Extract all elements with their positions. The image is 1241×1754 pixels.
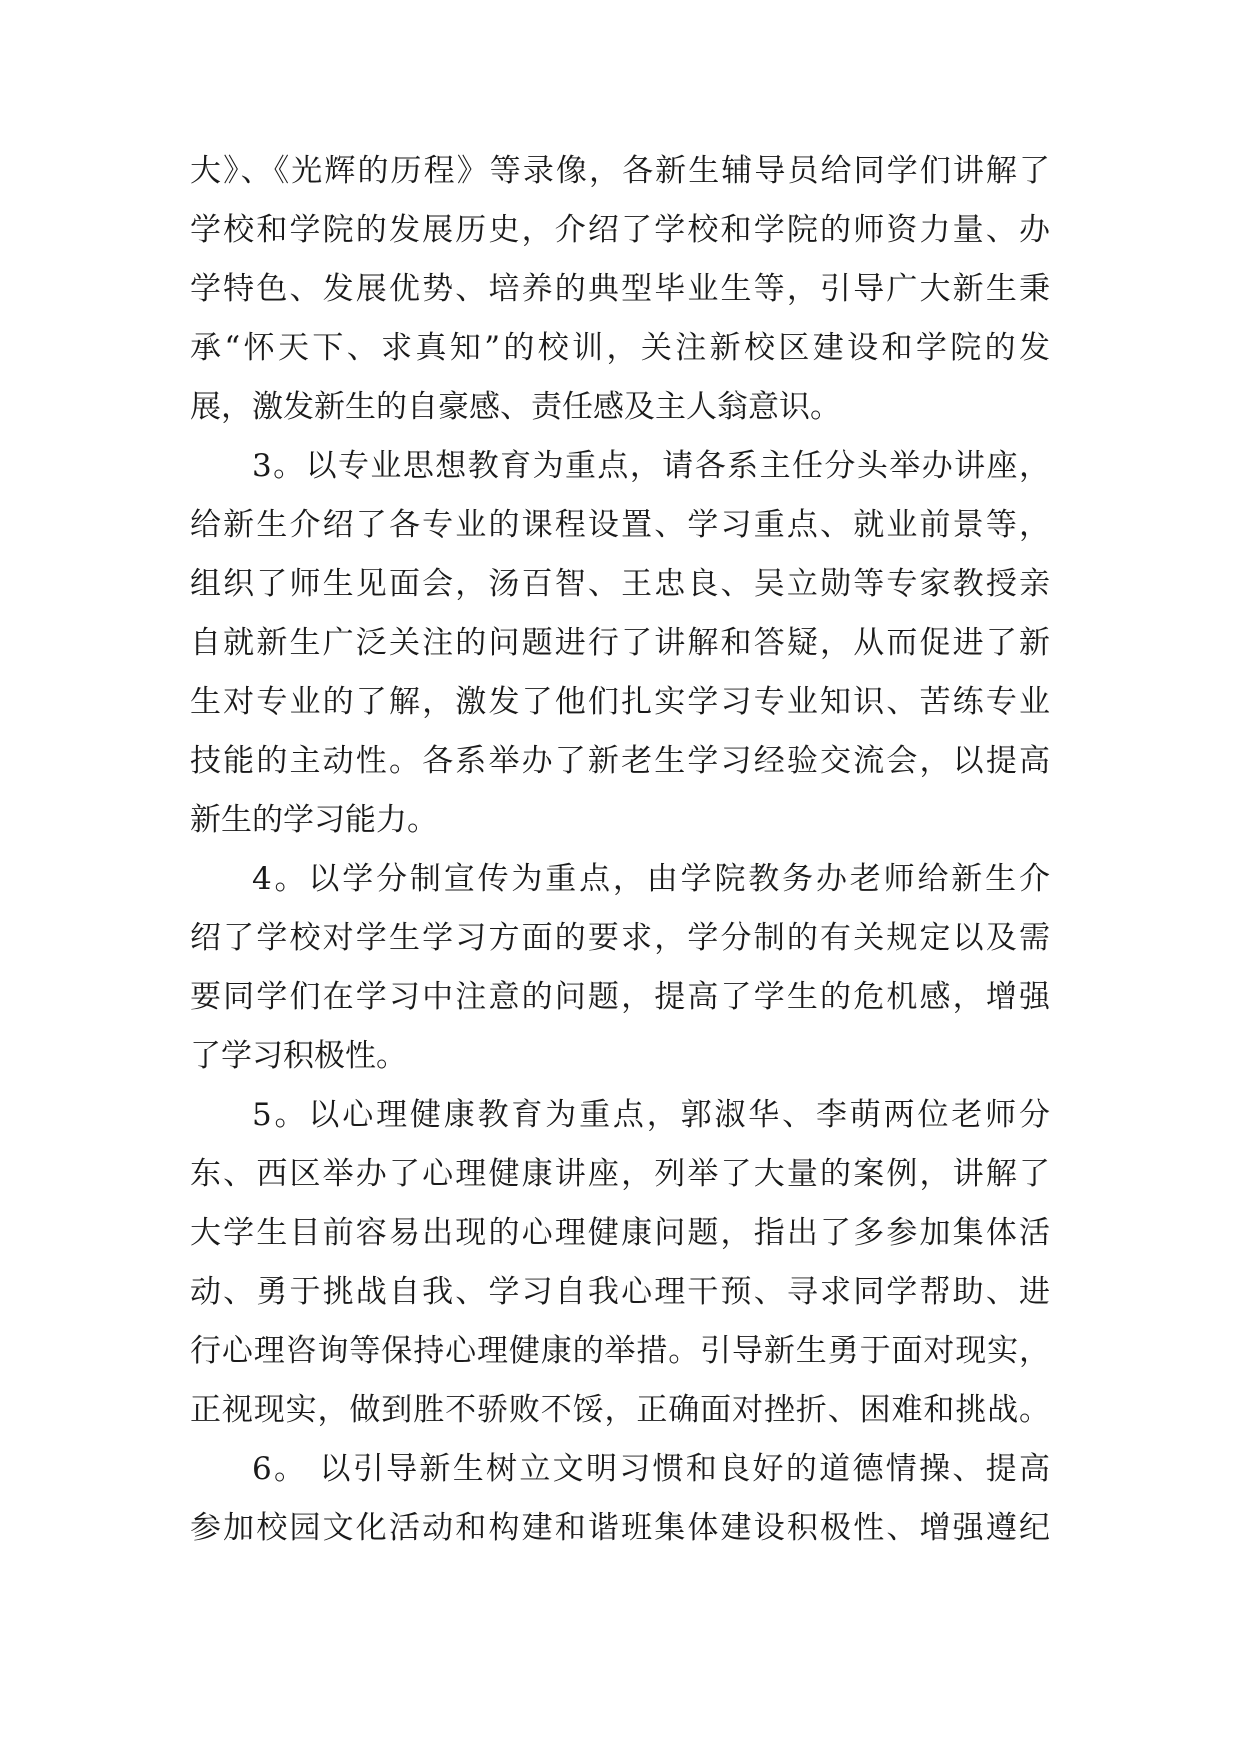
text-line: 东、西区举办了心理健康讲座，列举了大量的案例，讲解了 [190,1156,1050,1192]
text-line: 大学生目前容易出现的心理健康问题，指出了多参加集体活 [190,1215,1050,1251]
paragraph-school-history [190,142,1050,437]
text-line: 了学习积极性。 [190,1038,407,1074]
text-line: 给新生介绍了各专业的课程设置、学习重点、就业前景等， [190,507,1050,543]
text-line: 学校和学院的发展历史，介绍了学校和学院的师资力量、办 [190,212,1050,248]
text-line: 行心理咨询等保持心理健康的举措。引导新生勇于面对现实， [190,1333,1050,1369]
text-line: 组织了师生见面会，汤百智、王忠良、吴立勋等专家教授亲 [190,566,1050,602]
text-line: 6。 以引导新生树立文明习惯和良好的道德情操、提高 [252,1451,1050,1487]
text-line: 承“怀天下、求真知”的校训，关注新校区建设和学院的发 [190,330,1050,366]
text-line: 正视现实，做到胜不骄败不馁，正确面对挫折、困难和挑战。 [190,1392,1050,1428]
document-body [190,142,1050,1558]
text-line: 动、勇于挑战自我、学习自我心理干预、寻求同学帮助、进 [190,1274,1050,1310]
paragraph-item-6 [190,1440,1050,1558]
paragraph-item-3 [190,437,1050,850]
text-line: 自就新生广泛关注的问题进行了讲解和答疑，从而促进了新 [190,625,1050,661]
text-line: 生对专业的了解，激发了他们扎实学习专业知识、苦练专业 [190,684,1050,720]
text-line: 5。以心理健康教育为重点，郭淑华、李萌两位老师分 [252,1097,1050,1133]
text-line: 3。以专业思想教育为重点，请各系主任分头举办讲座， [252,448,1050,484]
text-line: 新生的学习能力。 [190,802,438,838]
text-line: 学特色、发展优势、培养的典型毕业生等，引导广大新生秉 [190,271,1050,307]
text-line: 要同学们在学习中注意的问题，提高了学生的危机感，增强 [190,979,1050,1015]
text-line: 展，激发新生的自豪感、责任感及主人翁意识。 [190,389,841,425]
text-line: 绍了学校对学生学习方面的要求，学分制的有关规定以及需 [190,920,1050,956]
text-line: 4。以学分制宣传为重点，由学院教务办老师给新生介 [252,861,1050,897]
text-line: 参加校园文化活动和构建和谐班集体建设积极性、增强遵纪 [190,1510,1050,1546]
text-line: 技能的主动性。各系举办了新老生学习经验交流会，以提高 [190,743,1050,779]
paragraph-item-4 [190,850,1050,1086]
text-line: 大》、《光辉的历程》等录像，各新生辅导员给同学们讲解了 [190,153,1050,189]
paragraph-item-5 [190,1086,1050,1440]
